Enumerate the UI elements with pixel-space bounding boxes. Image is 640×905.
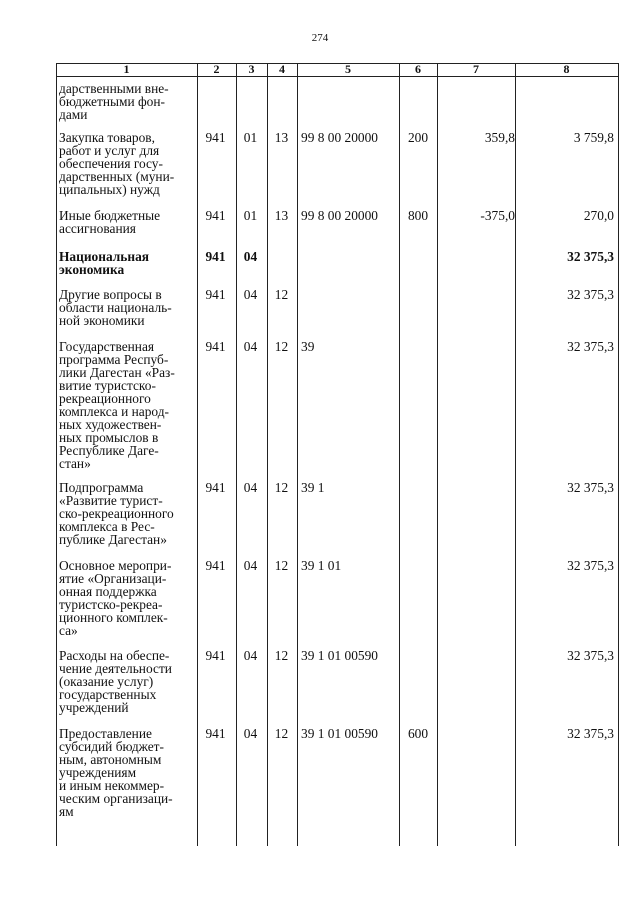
row-c7-value: 359,8 [484, 130, 515, 145]
row-c5-value: 39 1 [301, 480, 325, 495]
row-c4-value: 12 [274, 339, 289, 354]
row-name: Предоставление субсидий бюджет- ным, автономным учреждениям и иным некоммер- ческим организаци- ям [59, 726, 173, 819]
column-divider [618, 63, 619, 846]
row-name: Основное меропри- ятие «Организаци- онная поддержка туристско-рекреа- ционного комплек- са» [59, 558, 172, 638]
header-bottom-border [56, 76, 619, 77]
row-c5-value: 39 1 01 00590 [301, 726, 378, 741]
row-c2-value: 941 [205, 648, 226, 663]
row-c3-value: 04 [243, 249, 258, 264]
header-col-5: 5 [345, 62, 351, 76]
row-c8-value: 32 375,3 [567, 648, 614, 663]
budget-table [56, 63, 619, 846]
row-c5-value: 99 8 00 20000 [301, 208, 378, 223]
row-c7-value: -375,0 [480, 208, 515, 223]
row-c3-value: 01 [243, 208, 258, 223]
row-name: Национальная экономика [59, 249, 150, 277]
row-c3-value: 04 [243, 287, 258, 302]
row-c2-value: 941 [205, 726, 226, 741]
row-c4-value: 12 [274, 558, 289, 573]
header-col-3: 3 [248, 62, 255, 76]
header-col-4: 4 [279, 62, 285, 76]
row-c8-value: 3 759,8 [573, 130, 614, 145]
column-divider [56, 63, 57, 846]
row-c5-value: 39 1 01 [301, 558, 342, 573]
row-c6-value: 600 [407, 726, 429, 741]
row-c8-value: 32 375,3 [567, 480, 614, 495]
row-c3-value: 04 [243, 558, 258, 573]
row-c8-value: 32 375,3 [567, 339, 614, 354]
row-c8-value: 32 375,3 [567, 558, 614, 573]
header-col-8: 8 [563, 62, 570, 76]
row-c5-value: 39 [301, 339, 315, 354]
row-c4-value: 12 [274, 648, 289, 663]
row-c5-value: 39 1 01 00590 [301, 648, 378, 663]
row-c8-value: 32 375,3 [567, 249, 614, 264]
row-name: Закупка товаров, работ и услуг для обеспечения госу- дарственных (муни- ципальных) нужд [59, 130, 175, 197]
row-c5-value: 99 8 00 20000 [301, 130, 378, 145]
row-c3-value: 04 [243, 339, 258, 354]
row-c3-value: 04 [243, 726, 258, 741]
row-c2-value: 941 [205, 480, 226, 495]
row-c8-value: 32 375,3 [567, 726, 614, 741]
row-c8-value: 270,0 [583, 208, 614, 223]
row-c2-value: 941 [205, 130, 226, 145]
row-c8-value: 32 375,3 [567, 287, 614, 302]
row-name: Другие вопросы в области националь- ной экономики [59, 287, 172, 328]
row-c3-value: 04 [243, 480, 258, 495]
row-c4-value: 13 [274, 208, 289, 223]
row-c3-value: 04 [243, 648, 258, 663]
row-c2-value: 941 [205, 208, 226, 223]
row-c4-value: 12 [274, 726, 289, 741]
header-col-1: 1 [123, 62, 130, 76]
row-c4-value: 12 [274, 287, 289, 302]
row-name: Государственная программа Респуб- лики Дагестан «Раз- витие туристско- рекреационного комплекса и народ- ных художествен- ных промыслов в Республике Даге- стан» [59, 339, 175, 471]
row-name: Иные бюджетные ассигнования [59, 208, 161, 236]
row-c4-value: 13 [274, 130, 289, 145]
row-c6-value: 200 [407, 130, 429, 145]
page-number: 274 [311, 32, 329, 44]
row-c6-value: 800 [407, 208, 429, 223]
row-name: Расходы на обеспе- чение деятельности (оказание услуг) государственных учреждений [59, 648, 172, 715]
row-c2-value: 941 [205, 339, 226, 354]
row-c3-value: 01 [243, 130, 258, 145]
row-name: Подпрограмма «Развитие турист- ско-рекреационного комплекса в Рес- публике Дагестан» [59, 480, 174, 547]
row-c2-value: 941 [205, 287, 226, 302]
column-divider [297, 63, 298, 846]
row-c2-value: 941 [205, 249, 226, 264]
header-col-6: 6 [415, 62, 421, 76]
header-col-7: 7 [473, 62, 479, 76]
row-c2-value: 941 [205, 558, 226, 573]
row-name: дарственными вне- бюджетными фон- дами [59, 81, 169, 122]
column-divider [437, 63, 438, 846]
row-c4-value: 12 [274, 480, 289, 495]
header-col-2: 2 [213, 62, 220, 76]
